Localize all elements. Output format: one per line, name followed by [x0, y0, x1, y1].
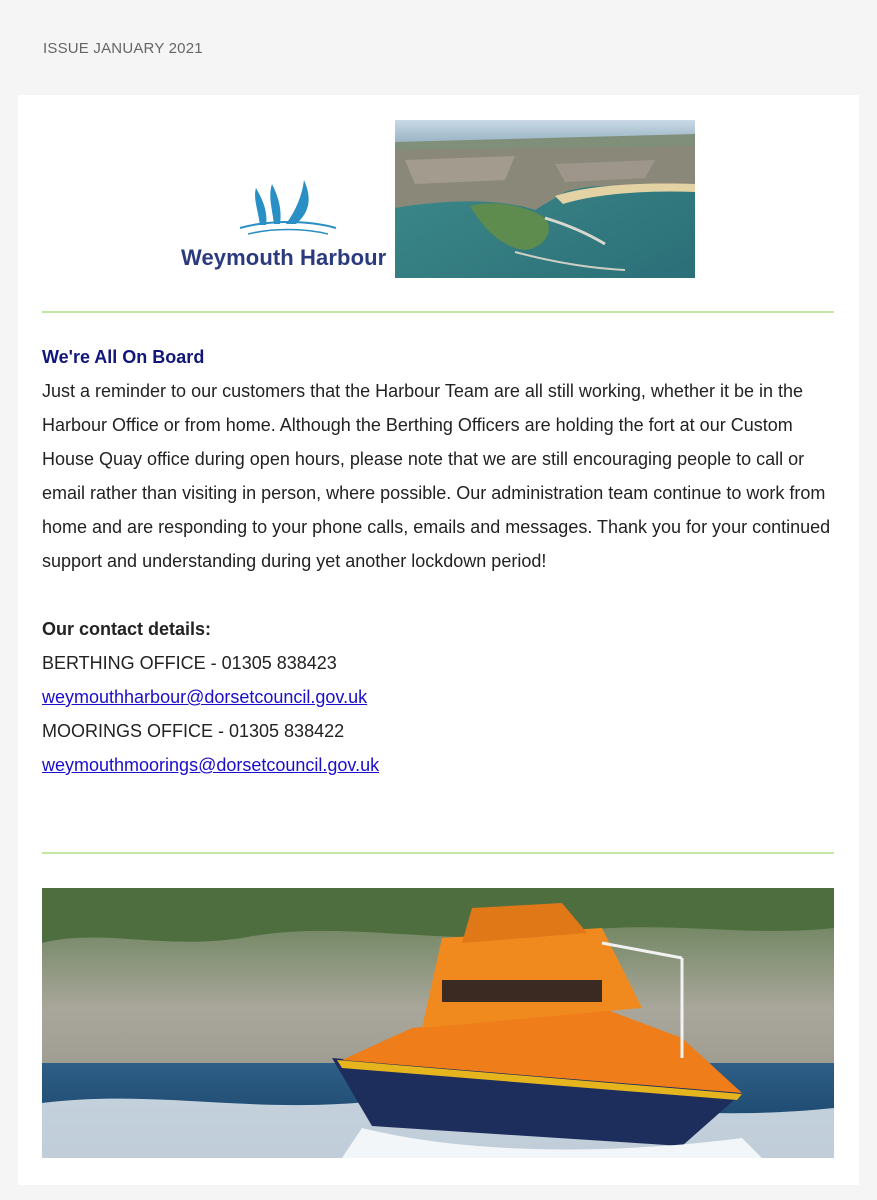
divider-bottom	[42, 852, 834, 854]
berthing-office-line: BERTHING OFFICE - 01305 838423	[42, 653, 337, 673]
weymouth-harbour-logo	[178, 150, 393, 270]
contact-title: Our contact details:	[42, 619, 212, 639]
article-headline: We're All On Board	[42, 347, 205, 367]
article-content	[42, 345, 834, 782]
moorings-office-line: MOORINGS OFFICE - 01305 838422	[42, 721, 345, 741]
berthing-email-link[interactable]: weymouthharbour@dorsetcouncil.gov.uk	[42, 687, 368, 707]
issue-label: ISSUE JANUARY 2021	[43, 40, 203, 57]
sails-logo-icon	[178, 150, 393, 240]
header-images	[18, 120, 859, 280]
logo-text: Weymouth Harbour	[181, 245, 387, 270]
moorings-email-link[interactable]: weymouthmoorings@dorsetcouncil.gov.uk	[42, 755, 380, 775]
lifeboat-image	[42, 888, 834, 1158]
divider-top	[42, 311, 834, 313]
article-body: Just a reminder to our customers that the Harbour Team are all still working, whether it be in the Harbour Office or from home. Although the Berthing Officers are holding the fort at our Custom House Quay office during open hours, please note that we are still encouraging people to call or email rather than visiting in person, where possible. Our administration team continue to work from home and are responding to your phone calls, emails and messages. Thank you for your continued support and understanding during yet another lockdown period!	[42, 381, 831, 571]
newsletter-card	[18, 95, 859, 1185]
harbour-aerial-image	[395, 120, 695, 278]
